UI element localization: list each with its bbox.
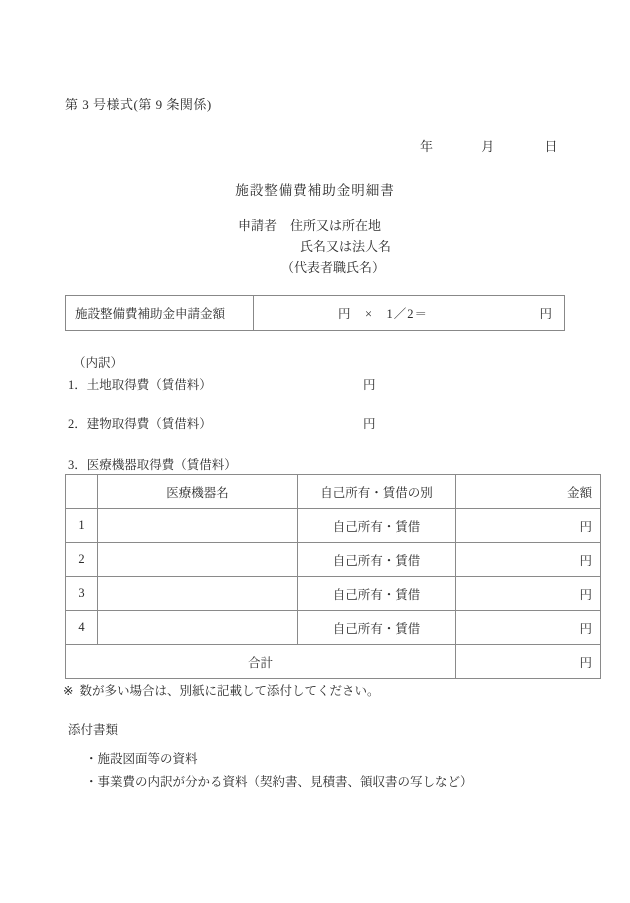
- table-row: [66, 509, 601, 543]
- page-title: 施設整備費補助金明細書: [235, 183, 395, 198]
- row-number: 1: [66, 509, 98, 543]
- date-month-label: 月: [481, 139, 495, 154]
- column-header-no: [66, 475, 98, 509]
- ownership-type-option[interactable]: 自己所有・賃借: [298, 577, 456, 611]
- subsidy-amount-box: [65, 295, 565, 331]
- subsidy-amount-value-cell[interactable]: [254, 296, 564, 330]
- table-total-row: [66, 645, 601, 679]
- amount-field[interactable]: 円: [456, 577, 601, 611]
- ownership-type-option[interactable]: 自己所有・賃借: [298, 611, 456, 645]
- total-amount-field[interactable]: 円: [456, 645, 601, 679]
- breakdown-item-medical-equipment: [68, 455, 237, 473]
- attachment-item-drawings: ・施設図面等の資料: [85, 752, 198, 766]
- form-number: 第 3 号様式(第 9 条関係): [65, 97, 212, 112]
- applicant-name-label: 氏名又は法人名: [300, 239, 392, 254]
- table-row: [66, 577, 601, 611]
- column-header-ownership-type: 自己所有・賃借の別: [298, 475, 456, 509]
- attachment-item-cost-breakdown: ・事業費の内訳が分かる資料（契約書、見積書、領収書の写しなど）: [85, 775, 473, 789]
- note-mark-icon: ※: [63, 684, 74, 698]
- ownership-type-option[interactable]: 自己所有・賃借: [298, 509, 456, 543]
- applicant-representative-label: （代表者職氏名）: [281, 260, 386, 275]
- equipment-name-field[interactable]: [98, 543, 298, 577]
- column-header-amount: 金額: [456, 475, 601, 509]
- subsidy-amount-unit: 円: [539, 307, 552, 321]
- applicant-name-row: [238, 236, 391, 257]
- breakdown-item-medical-equipment-label: 3．医療機器取得費（賃借料）: [68, 458, 237, 472]
- medical-equipment-table: [65, 474, 601, 679]
- breakdown-item-building: [68, 414, 376, 432]
- applicant-address-label: 住所又は所在地: [290, 218, 382, 233]
- breakdown-item-building-unit: 円: [363, 417, 376, 431]
- date-day-label: 日: [544, 139, 558, 154]
- amount-field[interactable]: 円: [456, 611, 601, 645]
- note-text: [63, 681, 380, 699]
- total-label: 合計: [66, 645, 456, 679]
- breakdown-item-building-label: 2．建物取得費（賃借料）: [68, 417, 212, 431]
- amount-field[interactable]: 円: [456, 509, 601, 543]
- column-header-equipment-name: 医療機器名: [98, 475, 298, 509]
- note-body: 数が多い場合は、別紙に記載して添付してください。: [79, 684, 380, 698]
- breakdown-item-land-unit: 円: [363, 378, 376, 392]
- attachments-title: 添付書類: [68, 723, 119, 737]
- row-number: 2: [66, 543, 98, 577]
- breakdown-item-land: [68, 375, 376, 393]
- subsidy-amount-label: 施設整備費補助金申請金額: [66, 296, 254, 330]
- equipment-name-field[interactable]: [98, 577, 298, 611]
- row-number: 4: [66, 611, 98, 645]
- table-row: [66, 543, 601, 577]
- row-number: 3: [66, 577, 98, 611]
- applicant-address-row: [238, 215, 391, 236]
- amount-field[interactable]: 円: [456, 543, 601, 577]
- ownership-type-option[interactable]: 自己所有・賃借: [298, 543, 456, 577]
- applicant-representative-row: [238, 257, 391, 278]
- breakdown-heading: （内訳）: [73, 356, 124, 370]
- applicant-label: 申請者: [238, 218, 278, 233]
- table-row: [66, 611, 601, 645]
- date-line: [420, 136, 558, 155]
- applicant-block: [238, 215, 391, 278]
- subsidy-amount-expression: 円 × 1／2＝: [338, 307, 429, 321]
- table-header-row: [66, 475, 601, 509]
- date-year-label: 年: [420, 139, 434, 154]
- equipment-name-field[interactable]: [98, 611, 298, 645]
- breakdown-item-land-label: 1．土地取得費（賃借料）: [68, 378, 212, 392]
- equipment-name-field[interactable]: [98, 509, 298, 543]
